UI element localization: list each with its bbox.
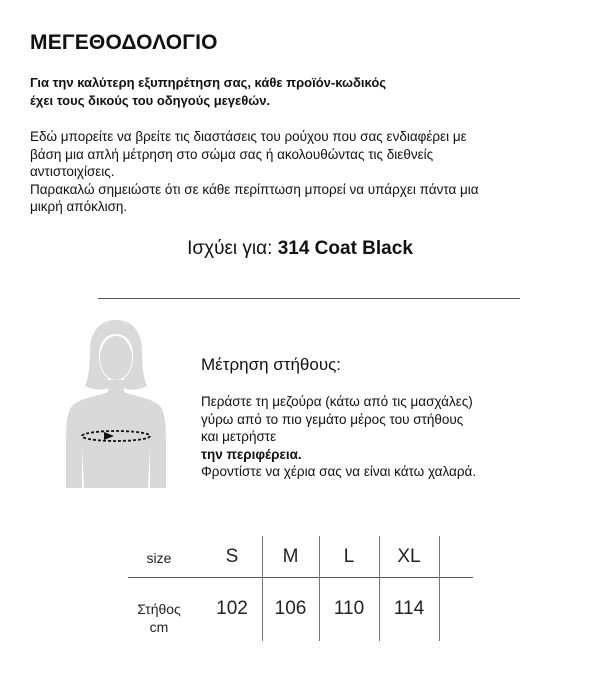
table-header-rule xyxy=(128,577,473,578)
description-line: βάση μια απλή μέτρηση στο σώμα σας ή ακολουθώντας τις διεθνείς xyxy=(30,146,434,162)
intro-text xyxy=(30,74,570,110)
section-divider xyxy=(98,298,520,299)
row-label-chest xyxy=(128,600,190,636)
chest-value-s: 102 xyxy=(216,598,248,619)
instruction-line: Φροντίστε να χέρια σας να είναι κάτω χαλαρά. xyxy=(201,464,477,479)
size-header-s: S xyxy=(225,546,239,567)
measurement-instructions xyxy=(201,393,581,481)
header-size-label: size xyxy=(146,550,172,566)
instruction-prefix: και μετρήστε xyxy=(201,429,277,444)
description-line: Εδώ μπορείτε να βρείτε τις διαστάσεις του ρούχου που σας ενδιαφέρει με xyxy=(30,129,467,144)
description-line: αντιστοιχίσεις. xyxy=(30,164,115,179)
description-line: Παρακαλώ σημειώστε ότι σε κάθε περίπτωση μπορεί να υπάρχει πάντα μια xyxy=(30,181,479,197)
intro-line: Για την καλύτερη εξυπηρέτηση σας, κάθε προϊόν-κωδικός xyxy=(30,75,387,90)
applies-label: Ισχύει για: xyxy=(187,238,278,259)
description-text xyxy=(30,128,570,216)
applies-to xyxy=(0,238,600,260)
column-divider xyxy=(439,536,440,641)
size-header-xl: XL xyxy=(397,546,421,567)
body-silhouette-icon xyxy=(64,318,168,493)
instruction-line: γύρω από το πιο γεμάτο μέρος του στήθους xyxy=(201,411,464,427)
instruction-line xyxy=(201,428,581,463)
measurement-title: Μέτρηση στήθους: xyxy=(201,355,342,374)
intro-line: έχει τους δικούς του οδηγούς μεγεθών. xyxy=(30,93,271,108)
size-header-m: M xyxy=(282,546,299,567)
row-label-line: Στήθος xyxy=(137,601,181,617)
product-name: 314 Coat Black xyxy=(277,238,413,259)
instruction-line: Περάστε τη μεζούρα (κάτω από τις μασχάλες) xyxy=(201,394,473,409)
chest-value-xl: 114 xyxy=(393,598,425,619)
instruction-emphasis: την περιφέρεια. xyxy=(201,446,302,462)
description-line: μικρή απόκλιση. xyxy=(30,199,128,214)
chest-value-l: 110 xyxy=(333,598,365,619)
size-header-l: L xyxy=(343,546,355,567)
row-label-unit: cm xyxy=(149,619,169,635)
size-table xyxy=(128,536,473,641)
page-title: ΜΕΓΕΘΟΔΟΛΟΓΙΟ xyxy=(30,31,218,54)
chest-value-m: 106 xyxy=(274,598,307,619)
